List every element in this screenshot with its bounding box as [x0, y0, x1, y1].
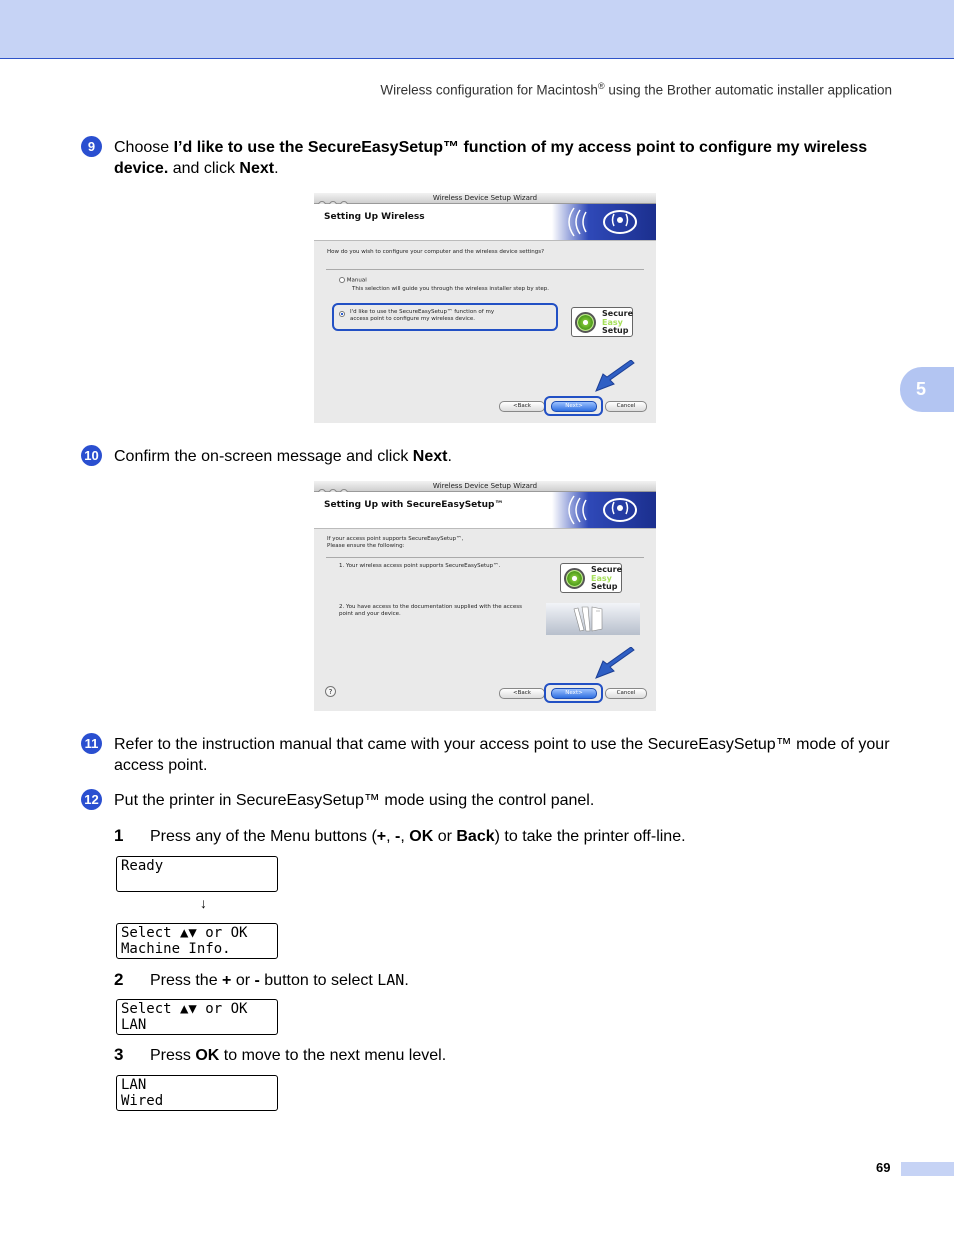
step-badge-10: 10 [81, 445, 102, 466]
substep-1-text: Press any of the Menu buttons (+, -, OK or Back) to take the printer off-line. [150, 828, 686, 845]
lcd-display-ready: Ready [116, 856, 278, 892]
down-arrow-icon: ↓ [200, 895, 207, 911]
documentation-books-icon [546, 603, 640, 635]
wireless-logo-icon [552, 492, 656, 528]
ses-badge-icon [575, 312, 596, 333]
page-number: 69 [876, 1160, 891, 1175]
lcd-display-select-lan: Select ▲▼ or OK LAN [116, 999, 278, 1035]
wizard-heading: Setting Up Wireless [324, 212, 425, 222]
step-12-text: Put the printer in SecureEasySetup™ mode using the control panel. [114, 792, 595, 809]
lcd-display-select-machine-info: Select ▲▼ or OK Machine Info. [116, 923, 278, 959]
cancel-button[interactable]: Cancel [605, 688, 647, 699]
help-button[interactable]: ? [325, 686, 336, 697]
secure-easy-setup-logo: Secure Easy Setup [560, 563, 622, 593]
step-10-text: Confirm the on-screen message and click Next. [114, 448, 452, 465]
step-11-text: Refer to the instruction manual that came with your access point to use the SecureEasySetup™ mode of your access point. [114, 736, 890, 774]
back-button[interactable]: <Back [499, 401, 545, 412]
pointer-arrow-icon [594, 360, 638, 394]
lcd-display-lan-wired: LAN Wired [116, 1075, 278, 1111]
running-header: Wireless configuration for Macintosh® using the Brother automatic installer application [380, 81, 892, 98]
substep-3-text: Press OK to move to the next menu level. [150, 1047, 447, 1064]
setup-wizard-screenshot-2: Wireless Device Setup Wizard Setting Up with SecureEasySetup™ If your access point supports SecureEasySetup™, Please ensure the following: 1. Your wireless access point supports SecureEasySetup™. Secure Easy Setup 2. You have access to the documentation supplied with the access point and your device. ? <Back Next> Cancel [314, 481, 656, 711]
ses-option[interactable] [339, 311, 345, 318]
step-badge-12: 12 [81, 789, 102, 810]
ses-radio[interactable] [339, 311, 345, 317]
cancel-button[interactable]: Cancel [605, 401, 647, 412]
manual-option[interactable]: Manual [339, 277, 367, 284]
substep-number-2: 2 [114, 970, 124, 989]
manual-radio[interactable] [339, 277, 345, 283]
next-button[interactable]: Next> [551, 688, 597, 699]
next-button[interactable]: Next> [551, 401, 597, 412]
wizard-heading: Setting Up with SecureEasySetup™ [324, 500, 504, 510]
wireless-logo-icon [552, 204, 656, 240]
back-button[interactable]: <Back [499, 688, 545, 699]
setup-wizard-screenshot-1: Wireless Device Setup Wizard Setting Up Wireless How do you wish to configure your computer and the wireless device settings? Manual This selection will guide you through the wireless installer step by step. I'd like to use the SecureEasySetup™ function of my access point to configure my wireless device. Secure Easy Setup <Back Next> Cancel [314, 193, 656, 423]
ses-option-label: I'd like to use the SecureEasySetup™ function of my access point to configure my wireless device. [350, 309, 495, 322]
top-color-band [0, 0, 954, 59]
substep-2-text: Press the + or - button to select LAN. [150, 971, 409, 989]
substep-number-3: 3 [114, 1045, 124, 1064]
secure-easy-setup-logo: Secure Easy Setup [571, 307, 633, 337]
step-badge-9: 9 [81, 136, 102, 157]
page-number-bar [901, 1162, 954, 1176]
step-9-text: Choose I’d like to use the SecureEasySetup™ function of my access point to configure my wireless device. and click Next. [114, 139, 868, 177]
chapter-tab: 5 [900, 367, 954, 412]
step-badge-11: 11 [81, 733, 102, 754]
pointer-arrow-icon [594, 647, 638, 681]
substep-number-1: 1 [114, 826, 124, 845]
ses-badge-icon [564, 568, 585, 589]
